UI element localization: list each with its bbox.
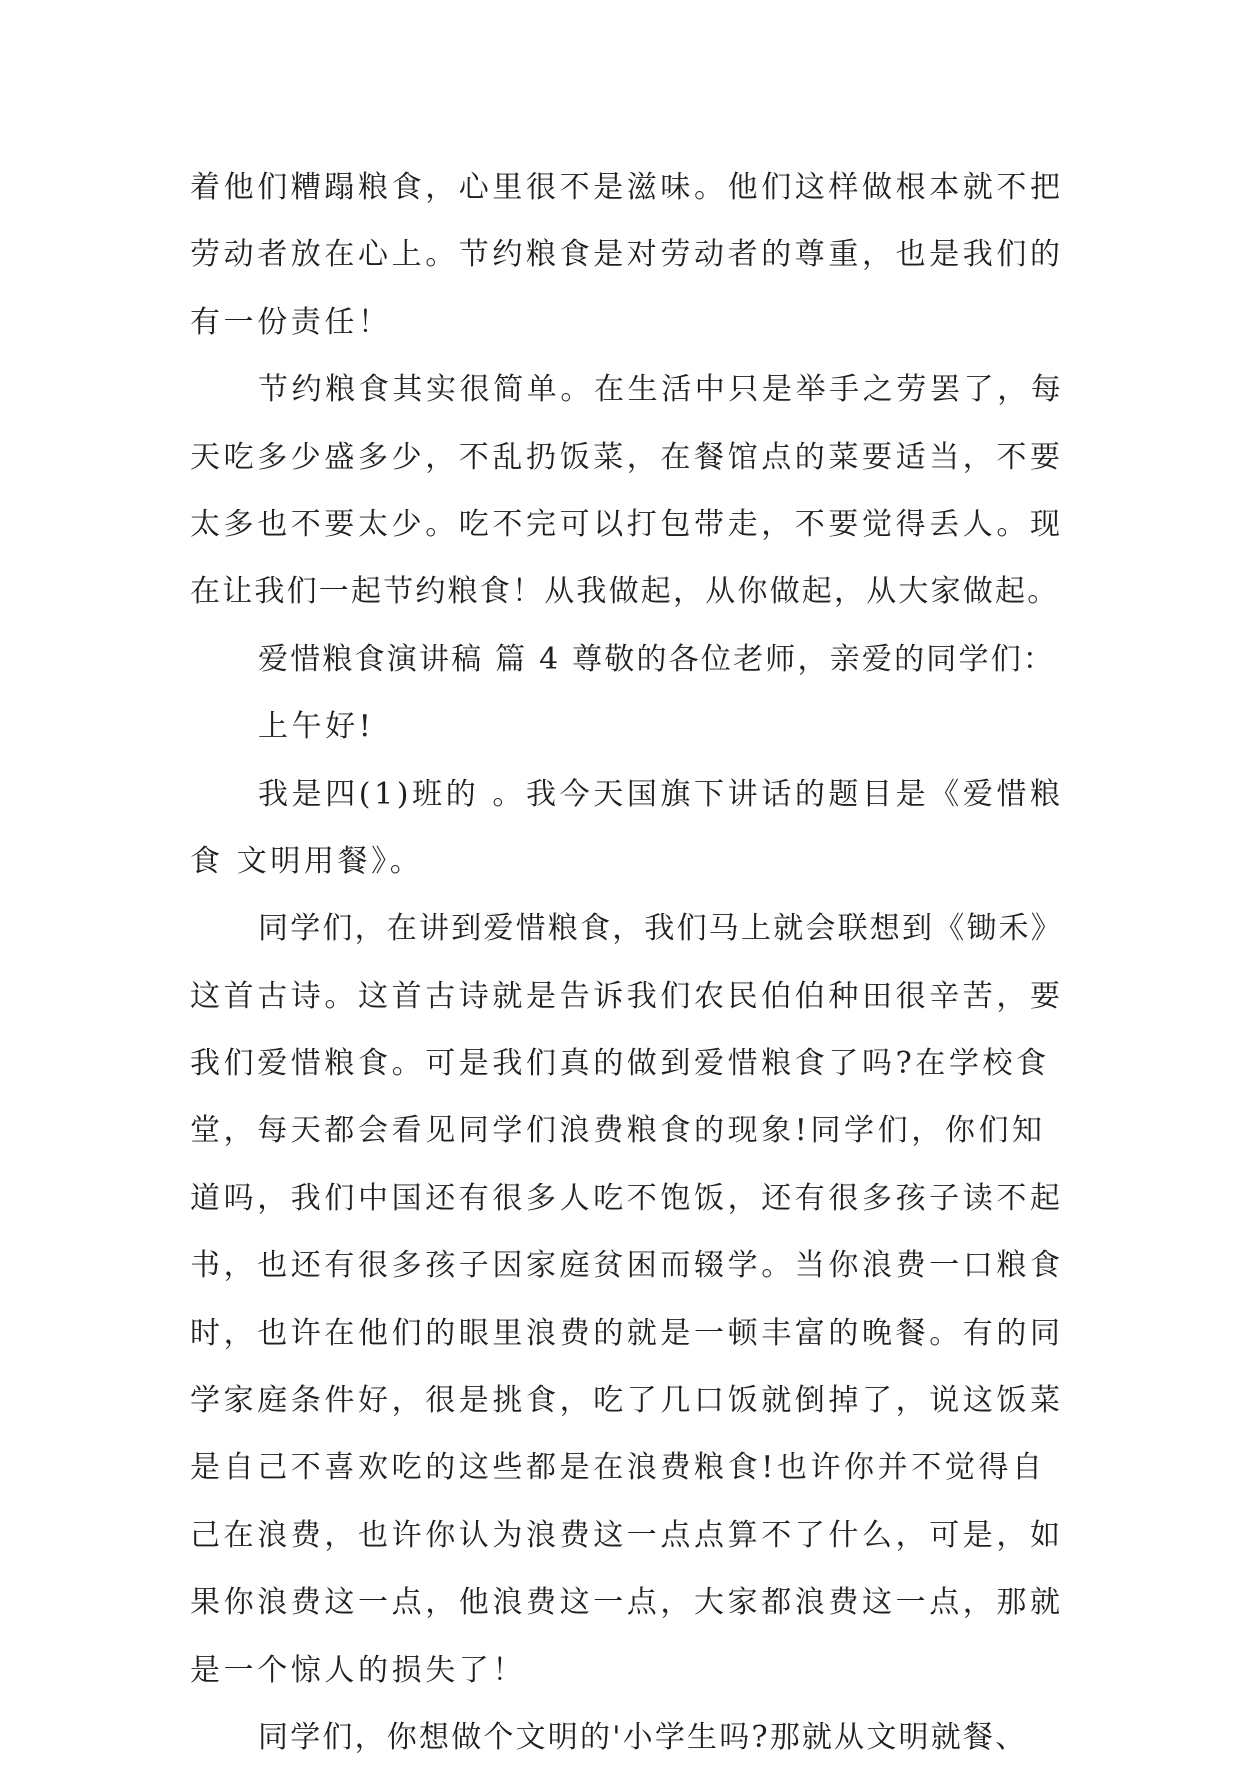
text-line: 己在浪费，也许你认为浪费这一点点算不了什么，可是，如 — [190, 1517, 1064, 1553]
text-line: 是自己不喜欢吃的这些都是在浪费粮食!也许你并不觉得自 — [190, 1450, 1046, 1486]
text-line: 道吗，我们中国还有很多人吃不饱饭，还有很多孩子读不起 — [190, 1180, 1064, 1216]
text-line: 在让我们一起节约粮食！从我做起，从你做起，从大家做起。 — [190, 574, 1060, 610]
text-line: 食 文明用餐》。 — [190, 843, 424, 879]
section-heading-line: 爱惜粮食演讲稿 篇 4 尊敬的各位老师，亲爱的同学们： — [258, 641, 1056, 677]
text-line: 太多也不要太少。吃不完可以打包带走，不要觉得丢人。现 — [190, 506, 1064, 542]
greeting-line: 上午好! — [258, 709, 375, 745]
paragraph-start-line: 节约粮食其实很简单。在生活中只是举手之劳罢了，每 — [258, 372, 1065, 408]
text-line: 这首古诗。这首古诗就是告诉我们农民伯伯种田很辛苦，要 — [190, 978, 1064, 1014]
text-line: 是一个惊人的损失了！ — [190, 1652, 526, 1688]
text-line: 果你浪费这一点，他浪费这一点，大家都浪费这一点，那就 — [190, 1585, 1064, 1621]
paragraph-start-line: 我是四(1)班的 。我今天国旗下讲话的题目是《爱惜粮 — [258, 776, 1064, 812]
paragraph-start-line: 同学们，你想做个文明的'小学生吗?那就从文明就餐、 — [258, 1719, 1028, 1755]
text-line: 天吃多少盛多少，不乱扔饭菜，在餐馆点的菜要适当，不要 — [190, 439, 1064, 475]
text-line: 堂，每天都会看见同学们浪费粮食的现象!同学们，你们知 — [190, 1113, 1046, 1149]
paragraph-start-line: 同学们，在讲到爱惜粮食，我们马上就会联想到《锄禾》 — [258, 911, 1063, 947]
text-line: 我们爱惜粮食。可是我们真的做到爱惜粮食了吗?在学校食 — [190, 1046, 1050, 1082]
text-line: 书，也还有很多孩子因家庭贫困而辍学。当你浪费一口粮食 — [190, 1248, 1064, 1284]
text-line: 有一份责任！ — [190, 304, 392, 340]
text-line: 着他们糟蹋粮食，心里很不是滋味。他们这样做根本就不把 — [190, 170, 1064, 205]
text-line: 时，也许在他们的眼里浪费的就是一顿丰富的晚餐。有的同 — [190, 1315, 1064, 1351]
document-body — [190, 154, 1070, 1771]
text-line: 劳动者放在心上。节约粮食是对劳动者的尊重，也是我们的 — [190, 237, 1064, 273]
text-line: 学家庭条件好，很是挑食，吃了几口饭就倒掉了，说这饭菜 — [190, 1383, 1064, 1419]
